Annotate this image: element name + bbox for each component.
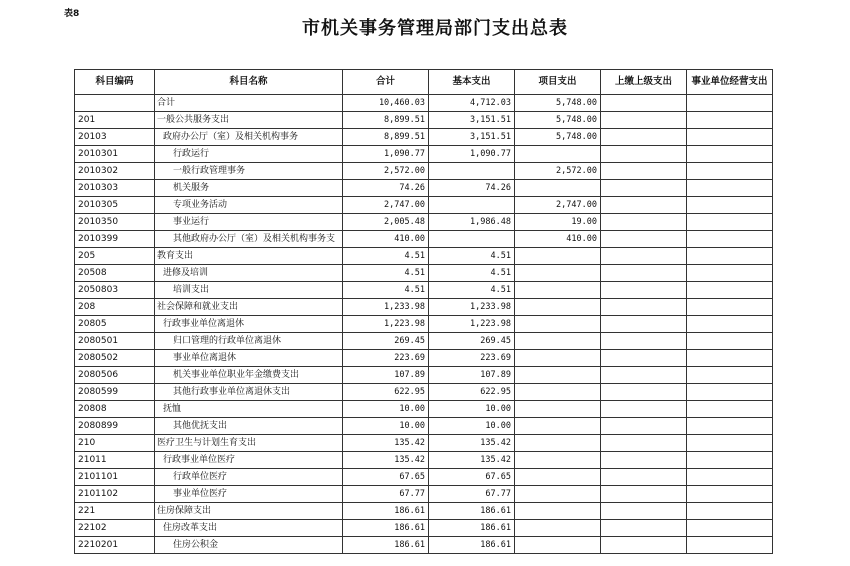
cell-basic: 1,986.48 — [429, 214, 515, 231]
table-row — [75, 384, 773, 401]
cell-code: 2050803 — [75, 282, 155, 299]
cell-business — [687, 418, 773, 435]
table-row — [75, 197, 773, 214]
cell-name: 住房公积金 — [155, 537, 343, 554]
cell-project — [515, 435, 601, 452]
cell-business — [687, 299, 773, 316]
cell-name: 事业单位医疗 — [155, 486, 343, 503]
cell-total: 4.51 — [343, 265, 429, 282]
cell-upper — [601, 537, 687, 554]
cell-business — [687, 401, 773, 418]
cell-name: 其他行政事业单位离退休支出 — [155, 384, 343, 401]
cell-name: 行政单位医疗 — [155, 469, 343, 486]
cell-upper — [601, 214, 687, 231]
cell-code: 2210201 — [75, 537, 155, 554]
cell-business — [687, 129, 773, 146]
cell-business — [687, 435, 773, 452]
cell-total: 622.95 — [343, 384, 429, 401]
column-header-name: 科目名称 — [155, 70, 343, 95]
cell-business — [687, 384, 773, 401]
cell-upper — [601, 384, 687, 401]
cell-basic: 186.61 — [429, 520, 515, 537]
cell-upper — [601, 112, 687, 129]
cell-project — [515, 486, 601, 503]
table-row — [75, 248, 773, 265]
cell-upper — [601, 503, 687, 520]
cell-project — [515, 282, 601, 299]
cell-upper — [601, 452, 687, 469]
cell-upper — [601, 435, 687, 452]
cell-project — [515, 299, 601, 316]
cell-code: 2080899 — [75, 418, 155, 435]
cell-total: 410.00 — [343, 231, 429, 248]
cell-total: 67.77 — [343, 486, 429, 503]
cell-code: 2010301 — [75, 146, 155, 163]
cell-basic — [429, 231, 515, 248]
table-row — [75, 265, 773, 282]
cell-project — [515, 452, 601, 469]
table-row — [75, 503, 773, 520]
cell-code: 2010399 — [75, 231, 155, 248]
cell-upper — [601, 163, 687, 180]
cell-code: 2080599 — [75, 384, 155, 401]
cell-code: 221 — [75, 503, 155, 520]
cell-name: 专项业务活动 — [155, 197, 343, 214]
cell-business — [687, 537, 773, 554]
cell-code: 2080501 — [75, 333, 155, 350]
cell-total: 8,899.51 — [343, 112, 429, 129]
cell-basic: 186.61 — [429, 537, 515, 554]
cell-basic — [429, 197, 515, 214]
cell-upper — [601, 197, 687, 214]
cell-name: 机关服务 — [155, 180, 343, 197]
column-header-total: 合计 — [343, 70, 429, 95]
table-row — [75, 129, 773, 146]
table-row — [75, 282, 773, 299]
cell-total: 269.45 — [343, 333, 429, 350]
cell-business — [687, 316, 773, 333]
cell-total: 1,233.98 — [343, 299, 429, 316]
cell-upper — [601, 146, 687, 163]
cell-name: 合计 — [155, 95, 343, 112]
cell-business — [687, 180, 773, 197]
table-row — [75, 180, 773, 197]
cell-total: 1,090.77 — [343, 146, 429, 163]
cell-code: 20808 — [75, 401, 155, 418]
cell-total: 186.61 — [343, 520, 429, 537]
cell-project — [515, 316, 601, 333]
cell-upper — [601, 367, 687, 384]
cell-business — [687, 214, 773, 231]
cell-name: 行政事业单位离退休 — [155, 316, 343, 333]
cell-business — [687, 486, 773, 503]
cell-code: 205 — [75, 248, 155, 265]
cell-name: 医疗卫生与计划生育支出 — [155, 435, 343, 452]
cell-upper — [601, 299, 687, 316]
cell-upper — [601, 248, 687, 265]
cell-name: 行政运行 — [155, 146, 343, 163]
cell-project — [515, 367, 601, 384]
cell-upper — [601, 95, 687, 112]
cell-code: 20103 — [75, 129, 155, 146]
cell-project: 19.00 — [515, 214, 601, 231]
cell-basic: 107.89 — [429, 367, 515, 384]
cell-total: 135.42 — [343, 435, 429, 452]
cell-upper — [601, 469, 687, 486]
table-row — [75, 95, 773, 112]
cell-upper — [601, 129, 687, 146]
cell-business — [687, 146, 773, 163]
cell-upper — [601, 316, 687, 333]
cell-name: 行政事业单位医疗 — [155, 452, 343, 469]
cell-upper — [601, 401, 687, 418]
cell-total: 67.65 — [343, 469, 429, 486]
table-row — [75, 418, 773, 435]
cell-upper — [601, 180, 687, 197]
cell-upper — [601, 282, 687, 299]
cell-total: 74.26 — [343, 180, 429, 197]
cell-name: 归口管理的行政单位离退休 — [155, 333, 343, 350]
cell-name: 事业单位离退休 — [155, 350, 343, 367]
cell-upper — [601, 333, 687, 350]
cell-code: 20508 — [75, 265, 155, 282]
cell-code: 2101101 — [75, 469, 155, 486]
cell-basic: 4.51 — [429, 265, 515, 282]
cell-basic: 622.95 — [429, 384, 515, 401]
cell-basic: 4.51 — [429, 282, 515, 299]
cell-business — [687, 469, 773, 486]
table-row — [75, 401, 773, 418]
table-row — [75, 112, 773, 129]
cell-project — [515, 537, 601, 554]
cell-name: 培训支出 — [155, 282, 343, 299]
cell-project — [515, 333, 601, 350]
table-row — [75, 520, 773, 537]
cell-total: 10,460.03 — [343, 95, 429, 112]
table-row — [75, 537, 773, 554]
cell-upper — [601, 486, 687, 503]
cell-upper — [601, 520, 687, 537]
cell-basic: 1,233.98 — [429, 299, 515, 316]
cell-project — [515, 469, 601, 486]
cell-code: 2010302 — [75, 163, 155, 180]
table-row — [75, 333, 773, 350]
cell-name: 一般行政管理事务 — [155, 163, 343, 180]
cell-project — [515, 248, 601, 265]
cell-name: 一般公共服务支出 — [155, 112, 343, 129]
cell-basic: 269.45 — [429, 333, 515, 350]
cell-basic: 1,223.98 — [429, 316, 515, 333]
table-row — [75, 350, 773, 367]
cell-basic: 3,151.51 — [429, 129, 515, 146]
cell-total: 4.51 — [343, 248, 429, 265]
table-row — [75, 214, 773, 231]
cell-name: 其他政府办公厅（室）及相关机构事务支 — [155, 231, 343, 248]
cell-name: 社会保障和就业支出 — [155, 299, 343, 316]
cell-project — [515, 265, 601, 282]
cell-code: 208 — [75, 299, 155, 316]
cell-business — [687, 231, 773, 248]
cell-upper — [601, 231, 687, 248]
cell-upper — [601, 418, 687, 435]
cell-code: 2080506 — [75, 367, 155, 384]
cell-name: 机关事业单位职业年金缴费支出 — [155, 367, 343, 384]
table-row — [75, 231, 773, 248]
cell-project — [515, 418, 601, 435]
cell-basic: 3,151.51 — [429, 112, 515, 129]
cell-total: 186.61 — [343, 503, 429, 520]
table-tag: 表8 — [64, 9, 80, 19]
cell-basic: 223.69 — [429, 350, 515, 367]
table-row — [75, 486, 773, 503]
cell-business — [687, 367, 773, 384]
cell-business — [687, 333, 773, 350]
column-header-code: 科目编码 — [75, 70, 155, 95]
cell-code: 2010350 — [75, 214, 155, 231]
cell-name: 进修及培训 — [155, 265, 343, 282]
table-row — [75, 469, 773, 486]
table-row — [75, 299, 773, 316]
cell-basic: 10.00 — [429, 401, 515, 418]
cell-code: 20805 — [75, 316, 155, 333]
cell-basic: 4,712.03 — [429, 95, 515, 112]
table-row — [75, 435, 773, 452]
cell-business — [687, 248, 773, 265]
cell-name: 教育支出 — [155, 248, 343, 265]
cell-project — [515, 384, 601, 401]
cell-total: 2,572.00 — [343, 163, 429, 180]
cell-business — [687, 112, 773, 129]
cell-name: 住房改革支出 — [155, 520, 343, 537]
cell-project — [515, 180, 601, 197]
table-row — [75, 316, 773, 333]
column-header-basic: 基本支出 — [429, 70, 515, 95]
cell-name: 政府办公厅（室）及相关机构事务 — [155, 129, 343, 146]
cell-code: 22102 — [75, 520, 155, 537]
table-header-row — [75, 70, 773, 95]
cell-basic: 135.42 — [429, 435, 515, 452]
cell-basic: 67.65 — [429, 469, 515, 486]
cell-code: 2080502 — [75, 350, 155, 367]
column-header-upper: 上缴上级支出 — [601, 70, 687, 95]
cell-name: 住房保障支出 — [155, 503, 343, 520]
cell-project — [515, 146, 601, 163]
cell-business — [687, 520, 773, 537]
cell-code — [75, 95, 155, 112]
cell-code: 210 — [75, 435, 155, 452]
cell-total: 1,223.98 — [343, 316, 429, 333]
cell-total: 107.89 — [343, 367, 429, 384]
cell-basic: 186.61 — [429, 503, 515, 520]
cell-project: 2,572.00 — [515, 163, 601, 180]
table-row — [75, 452, 773, 469]
cell-name: 其他优抚支出 — [155, 418, 343, 435]
cell-name: 事业运行 — [155, 214, 343, 231]
cell-total: 8,899.51 — [343, 129, 429, 146]
cell-project: 5,748.00 — [515, 129, 601, 146]
table-row — [75, 367, 773, 384]
cell-project — [515, 350, 601, 367]
cell-code: 2101102 — [75, 486, 155, 503]
cell-name: 抚恤 — [155, 401, 343, 418]
cell-total: 135.42 — [343, 452, 429, 469]
column-header-business: 事业单位经营支出 — [687, 70, 773, 95]
cell-business — [687, 163, 773, 180]
cell-total: 10.00 — [343, 401, 429, 418]
cell-basic: 1,090.77 — [429, 146, 515, 163]
cell-business — [687, 350, 773, 367]
cell-basic: 74.26 — [429, 180, 515, 197]
cell-total: 10.00 — [343, 418, 429, 435]
cell-code: 21011 — [75, 452, 155, 469]
cell-code: 2010303 — [75, 180, 155, 197]
cell-business — [687, 197, 773, 214]
cell-basic: 10.00 — [429, 418, 515, 435]
cell-business — [687, 265, 773, 282]
cell-total: 2,747.00 — [343, 197, 429, 214]
cell-upper — [601, 265, 687, 282]
cell-basic — [429, 163, 515, 180]
cell-basic: 4.51 — [429, 248, 515, 265]
cell-project — [515, 503, 601, 520]
cell-project: 5,748.00 — [515, 95, 601, 112]
cell-total: 186.61 — [343, 537, 429, 554]
cell-business — [687, 452, 773, 469]
cell-project: 5,748.00 — [515, 112, 601, 129]
column-header-project: 项目支出 — [515, 70, 601, 95]
cell-total: 4.51 — [343, 282, 429, 299]
cell-code: 2010305 — [75, 197, 155, 214]
cell-total: 223.69 — [343, 350, 429, 367]
cell-business — [687, 95, 773, 112]
cell-business — [687, 503, 773, 520]
cell-project: 410.00 — [515, 231, 601, 248]
cell-total: 2,005.48 — [343, 214, 429, 231]
cell-basic: 67.77 — [429, 486, 515, 503]
expenditure-table — [74, 69, 773, 554]
table-row — [75, 163, 773, 180]
cell-basic: 135.42 — [429, 452, 515, 469]
page-title: 市机关事务管理局部门支出总表 — [302, 18, 568, 39]
cell-upper — [601, 350, 687, 367]
table-row — [75, 146, 773, 163]
cell-project: 2,747.00 — [515, 197, 601, 214]
cell-business — [687, 282, 773, 299]
cell-project — [515, 520, 601, 537]
cell-project — [515, 401, 601, 418]
cell-code: 201 — [75, 112, 155, 129]
